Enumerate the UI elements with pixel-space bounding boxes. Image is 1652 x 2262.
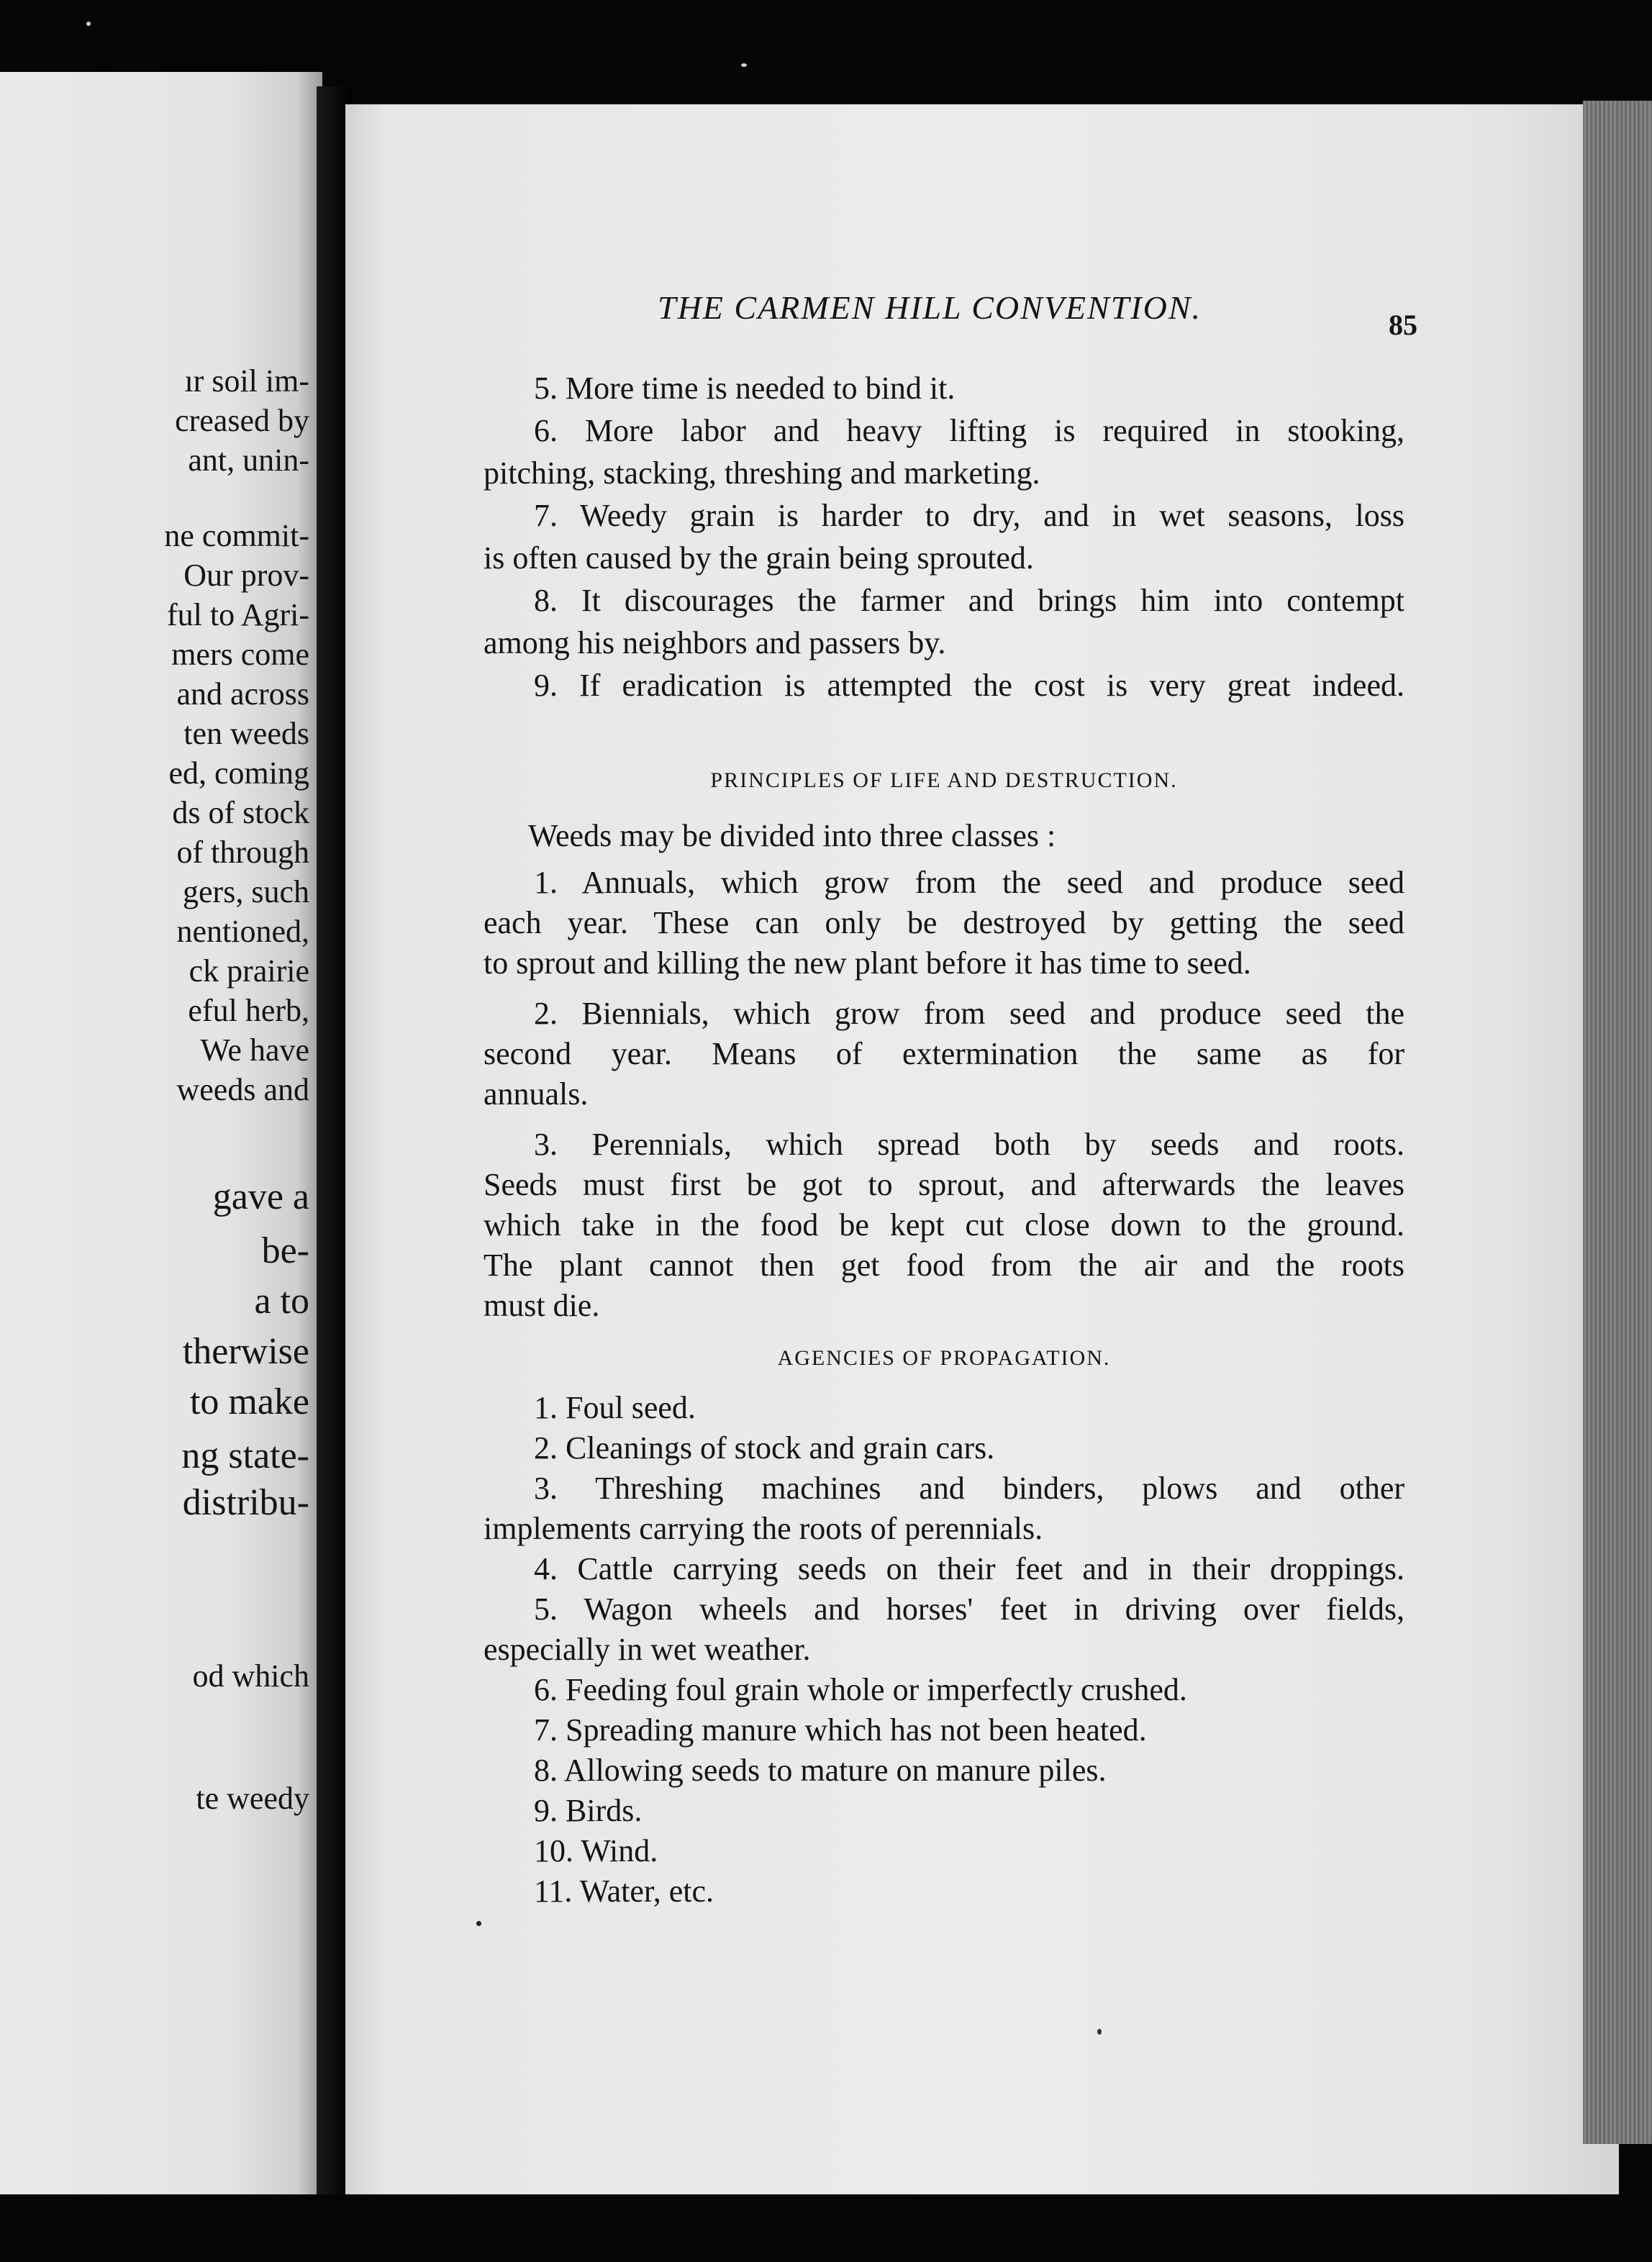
list-item-line: 6. More labor and heavy lifting is required in stooking, — [534, 413, 1404, 448]
class-item-line: must die. — [484, 1288, 600, 1323]
list-item-line: 5. More time is needed to bind it. — [534, 371, 956, 406]
left-facing-page — [0, 72, 322, 2194]
left-page-line: ed, coming — [168, 755, 309, 791]
left-page-line: ds of stock — [172, 795, 309, 830]
left-page-line: Our prov- — [183, 558, 309, 593]
left-page-line: gers, such — [183, 874, 309, 909]
agency-item-line: 7. Spreading manure which has not been heated. — [534, 1712, 1147, 1748]
agency-item-line: 5. Wagon wheels and horses' feet in driving over fields, — [534, 1591, 1404, 1627]
left-page-line: mers come — [171, 637, 309, 672]
left-page-line: ck prairie — [189, 953, 309, 989]
agency-item-line: 9. Birds. — [534, 1793, 643, 1828]
left-page-line: ng state- — [181, 1435, 309, 1476]
class-item-line: The plant cannot then get food from the air and the roots — [484, 1248, 1404, 1283]
left-page-line: a to — [254, 1281, 309, 1322]
agency-item-line: 6. Feeding foul grain whole or imperfectly crushed. — [534, 1672, 1187, 1707]
left-page-line: We have — [200, 1032, 309, 1068]
list-item-line: 7. Weedy grain is harder to dry, and in wet seasons, loss — [534, 498, 1404, 533]
scan-speck — [741, 63, 747, 67]
class-item-line: 3. Perennials, which spread both by seeds and roots. — [534, 1127, 1404, 1162]
class-item-line: 2. Biennials, which grow from seed and produce seed the — [534, 996, 1404, 1031]
class-item-line: annuals. — [484, 1076, 589, 1112]
left-page-line: eful herb, — [188, 993, 309, 1028]
class-item-line: each year. These can only be destroyed by getting the seed — [484, 905, 1404, 940]
page-block-edge — [1583, 101, 1652, 2144]
agency-item-line: 2. Cleanings of stock and grain cars. — [534, 1430, 995, 1466]
scan-speck — [86, 22, 91, 26]
left-page-line: creased by — [175, 403, 309, 438]
agency-item-line: especially in wet weather. — [484, 1632, 811, 1667]
right-page-text — [484, 0, 1419, 2262]
scan-speck — [1097, 2029, 1102, 2035]
left-page-line: nentioned, — [176, 914, 309, 949]
section-heading: PRINCIPLES OF LIFE AND DESTRUCTION. — [710, 768, 1178, 792]
section-heading: AGENCIES OF PROPAGATION. — [777, 1346, 1111, 1370]
left-page-line: ant, unin- — [188, 442, 309, 478]
left-page-line: weeds and — [176, 1072, 309, 1107]
left-page-line: be- — [261, 1230, 309, 1271]
list-item-line: 8. It discourages the farmer and brings him into contempt — [534, 583, 1404, 618]
class-item-line: 1. Annuals, which grow from the seed and produce seed — [534, 865, 1404, 900]
class-item-line: Seeds must first be got to sprout, and afterwards the leaves — [484, 1167, 1404, 1202]
left-page-line: ır soil im- — [184, 363, 309, 399]
left-page-line: distribu- — [182, 1482, 309, 1523]
running-header-title: THE CARMEN HILL CONVENTION. — [658, 289, 1202, 326]
list-item-line: 9. If eradication is attempted the cost is very great indeed. — [534, 668, 1404, 703]
left-page-line: and across — [176, 676, 309, 712]
agency-item-line: 1. Foul seed. — [534, 1390, 696, 1425]
agency-item-line: 11. Water, etc. — [534, 1873, 714, 1909]
scan-speck — [476, 1921, 481, 1926]
agency-item-line: implements carrying the roots of perennials. — [484, 1511, 1043, 1546]
page-number: 85 — [1389, 309, 1417, 341]
left-page-line: ten weeds — [183, 716, 309, 751]
agency-item-line: 10. Wind. — [534, 1833, 658, 1868]
class-item-line: second year. Means of extermination the same as for — [484, 1036, 1404, 1071]
left-page-line: te weedy — [196, 1781, 309, 1816]
list-item-line: among his neighbors and passers by. — [484, 625, 946, 660]
agency-item-line: 4. Cattle carrying seeds on their feet and in their droppings. — [534, 1551, 1404, 1586]
section-lead: Weeds may be divided into three classes : — [528, 818, 1056, 853]
list-item-line: pitching, stacking, threshing and marketing. — [484, 455, 1040, 491]
class-item-line: which take in the food be kept cut close down to the ground. — [484, 1207, 1404, 1243]
left-page-line: of through — [176, 835, 309, 870]
left-page-line: gave a — [212, 1176, 309, 1217]
left-page-line: ne commit- — [164, 518, 309, 553]
left-page-line: od which — [192, 1658, 309, 1694]
left-page-line: therwise — [182, 1331, 309, 1372]
left-page-line: to make — [189, 1381, 309, 1422]
list-item-line: is often caused by the grain being sprouted. — [484, 540, 1034, 576]
agency-item-line: 3. Threshing machines and binders, plows and other — [534, 1471, 1404, 1506]
class-item-line: to sprout and killing the new plant before it has time to seed. — [484, 945, 1251, 981]
left-page-line: ful to Agri- — [167, 597, 309, 632]
agency-item-line: 8. Allowing seeds to mature on manure piles. — [534, 1753, 1107, 1788]
